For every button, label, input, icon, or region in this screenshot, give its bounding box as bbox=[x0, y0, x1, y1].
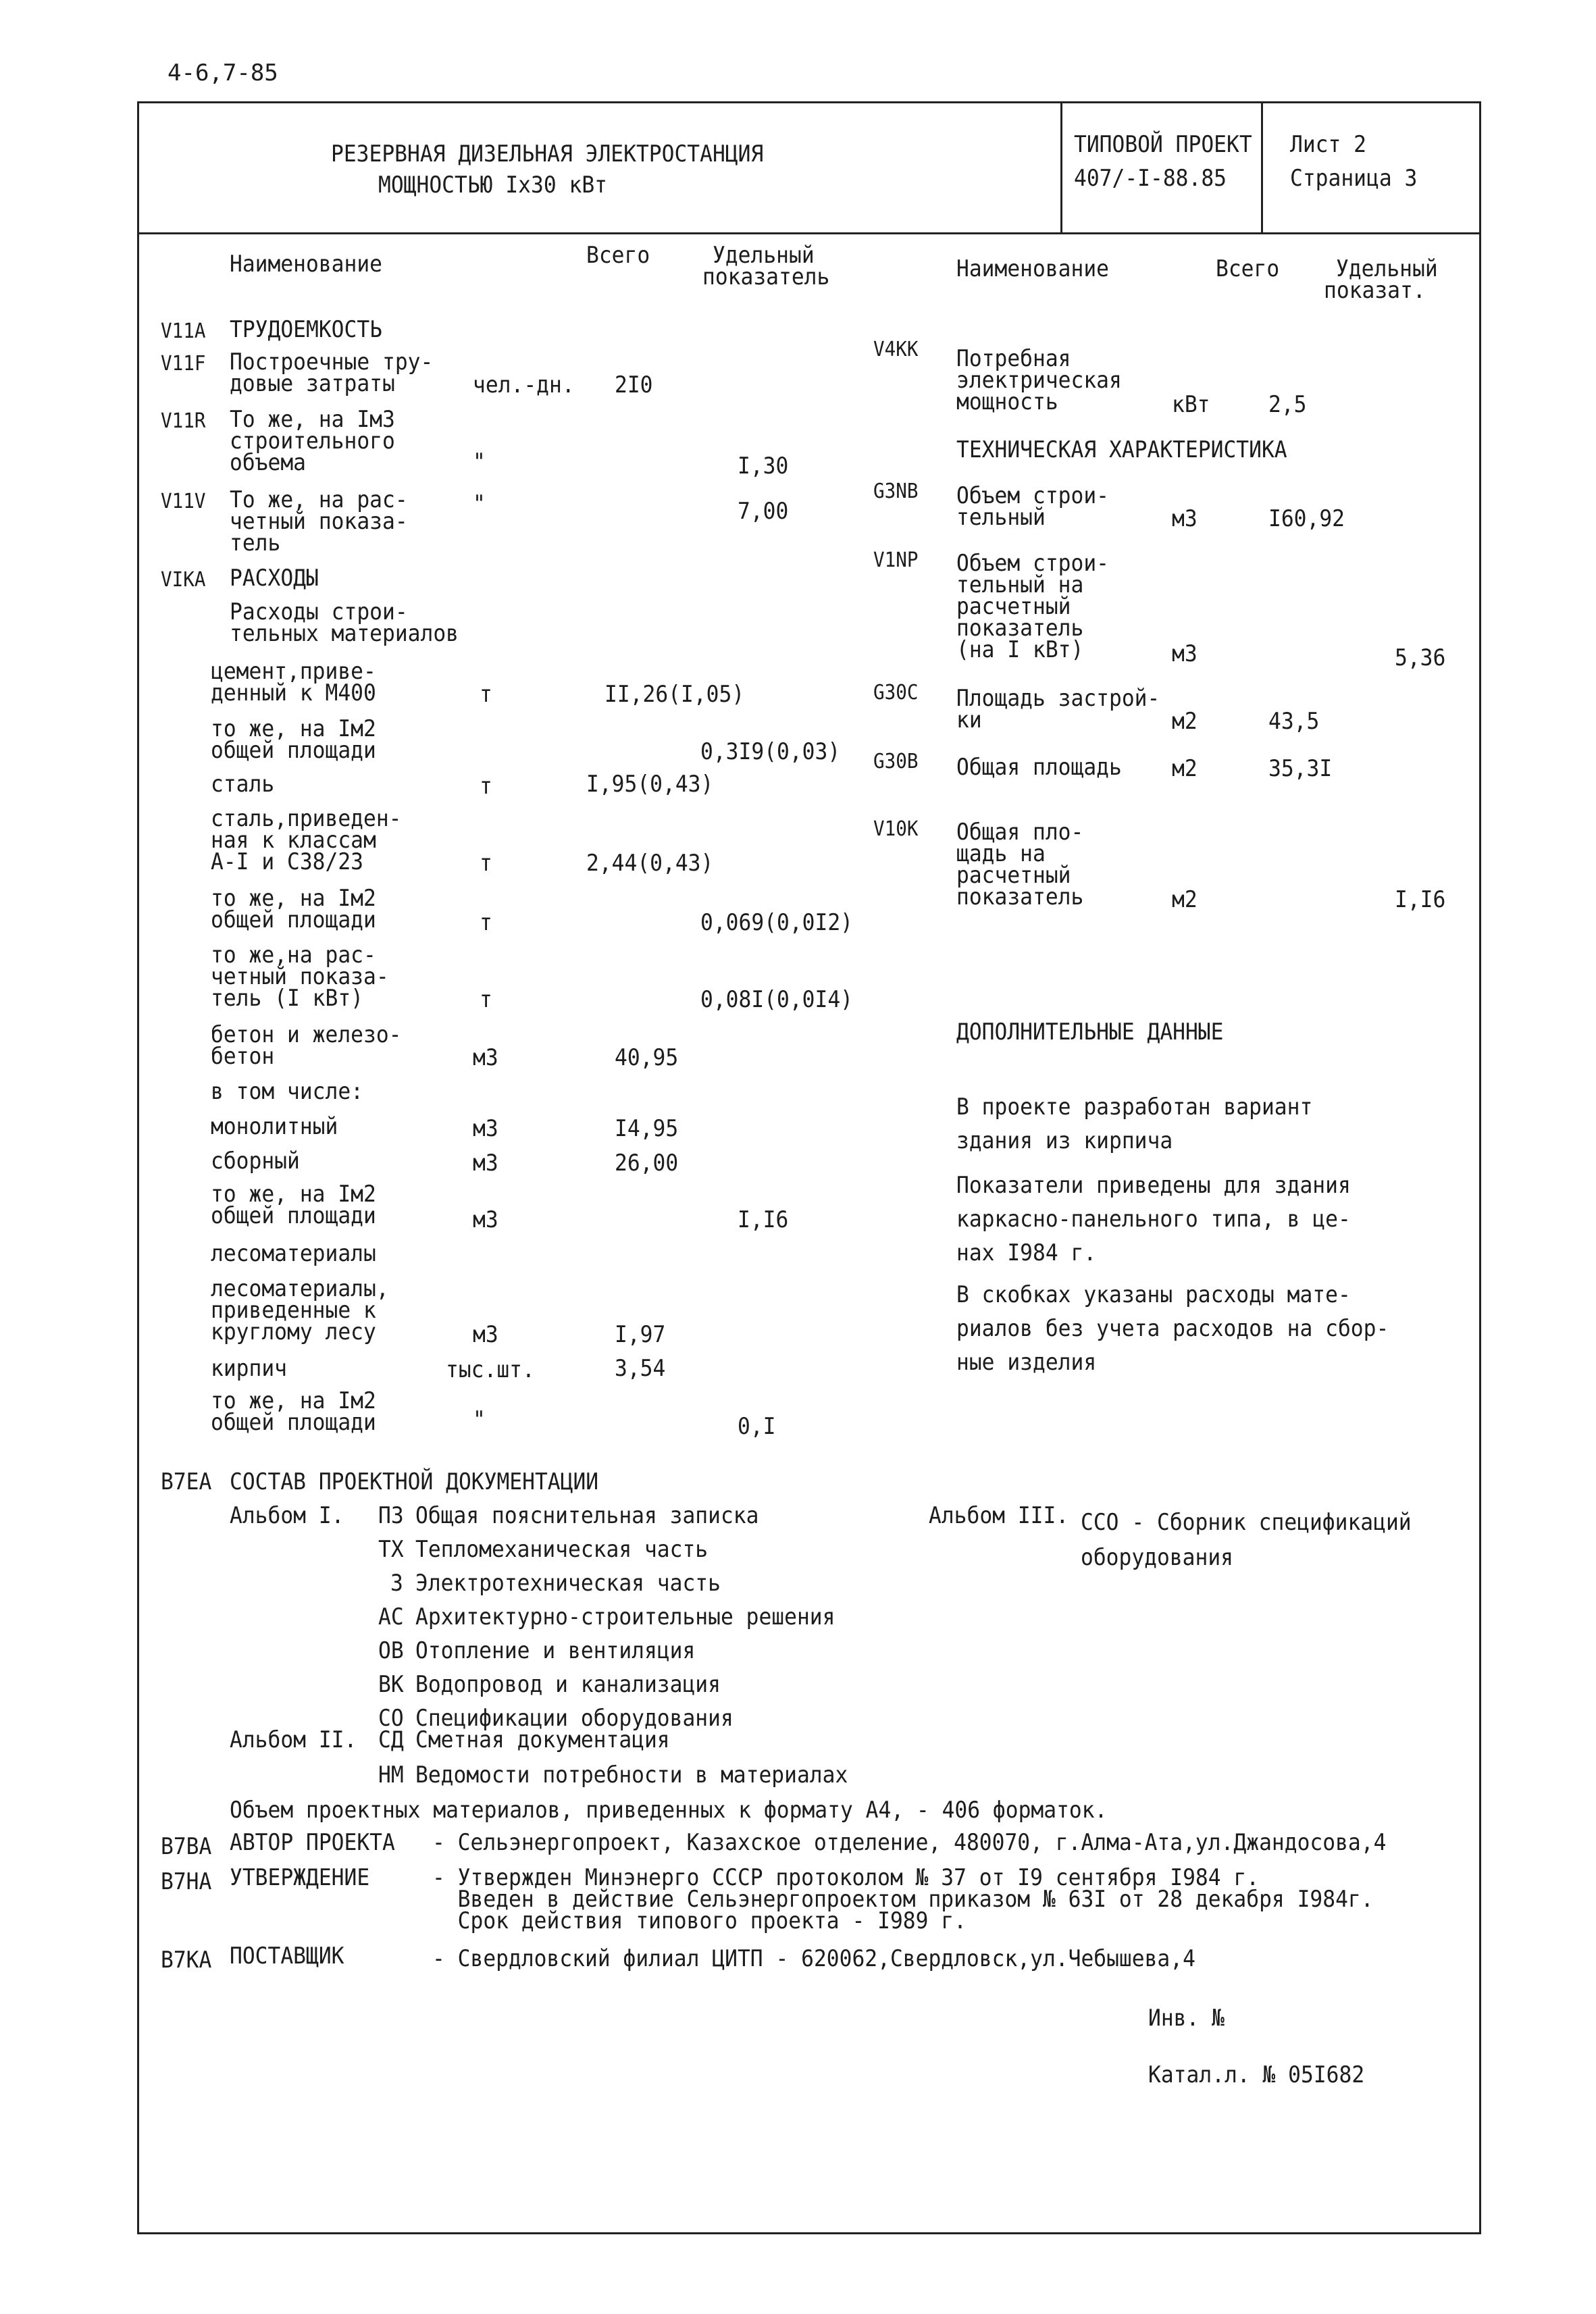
approval-code: B7HA bbox=[161, 1868, 212, 1895]
row-code: V1NP bbox=[873, 548, 919, 572]
doc-item-mark: НМ bbox=[378, 1762, 404, 1789]
row-unit: т bbox=[480, 986, 492, 1013]
documentation-volume: Объем проектных материалов, приведенных к формату А4, - 406 форматок. bbox=[230, 1797, 1108, 1824]
doc-item-desc: Отопление и вентиляция bbox=[415, 1637, 696, 1664]
doc-section-title: СОСТАВ ПРОЕКТНОЙ ДОКУМЕНТАЦИИ bbox=[230, 1468, 599, 1495]
row-name: то же, на Iм2 общей площади bbox=[211, 1181, 376, 1229]
left-col-total-header: Всего bbox=[586, 242, 650, 269]
row-unit: м2 bbox=[1172, 708, 1198, 735]
row-specific: 0,I bbox=[738, 1413, 776, 1440]
row-unit: м3 bbox=[1172, 505, 1198, 532]
left-col-name-header: Наименование bbox=[230, 251, 382, 278]
doc-item-mark: СД bbox=[378, 1726, 404, 1753]
right-col-total-header: Всего bbox=[1216, 255, 1280, 282]
row-name: бетон и железо- бетон bbox=[211, 1021, 402, 1070]
row-specific: 0,069(0,0I2) bbox=[700, 909, 853, 936]
row-code: G30B bbox=[873, 750, 919, 773]
row-unit: м2 bbox=[1172, 886, 1198, 913]
doc-item-mark: ОВ bbox=[378, 1637, 404, 1664]
row-unit: т bbox=[480, 850, 492, 877]
additional-paragraph-3: В скобках указаны расходы мате- риалов без учета расходов на сбор- ные изделия bbox=[956, 1281, 1389, 1376]
row-code: G3NB bbox=[873, 480, 919, 503]
section-heading: ТЕХНИЧЕСКАЯ ХАРАКТЕРИСТИКА bbox=[956, 436, 1287, 463]
supplier-text: - Свердловский филиал ЦИТП - 620062,Свердловск,ул.Чебышева,4 bbox=[432, 1945, 1195, 1972]
left-col-specific-header-2: показатель bbox=[702, 263, 830, 290]
row-specific: 0,08I(0,0I4) bbox=[700, 986, 853, 1013]
row-total: 35,3I bbox=[1268, 755, 1333, 782]
section-heading: РАСХОДЫ bbox=[230, 565, 319, 592]
row-name: Общая площадь bbox=[956, 754, 1122, 781]
supplier-code: B7KA bbox=[161, 1947, 212, 1974]
row-code: V11V bbox=[161, 490, 206, 513]
row-unit: чел.-дн. bbox=[473, 371, 575, 398]
doc-item-mark: СО bbox=[378, 1705, 404, 1732]
doc-item-desc: Водопровод и канализация bbox=[415, 1671, 721, 1698]
row-specific: I,I6 bbox=[738, 1206, 789, 1233]
row-unit: м3 bbox=[473, 1206, 498, 1233]
row-total: 2I0 bbox=[615, 371, 653, 398]
doc-item-desc: Ведомости потребности в материалах bbox=[415, 1762, 848, 1789]
author-text: - Сельэнергопроект, Казахское отделение, 480070, г.Алма-Ата,ул.Джандосова,4 bbox=[432, 1829, 1387, 1856]
row-unit: м3 bbox=[1172, 640, 1198, 667]
row-name: то же, на Iм2 общей площади bbox=[211, 715, 376, 764]
row-specific: 5,36 bbox=[1395, 644, 1446, 671]
row-code: V11R bbox=[161, 409, 206, 433]
approval-label: УТВЕРЖДЕНИЕ bbox=[230, 1864, 370, 1891]
row-unit: м3 bbox=[473, 1115, 498, 1142]
row-specific: I,30 bbox=[738, 453, 789, 480]
row-name: То же, на Iм3 строительного объема bbox=[230, 406, 395, 476]
row-unit: кВт bbox=[1172, 391, 1210, 418]
doc-item-mark: З bbox=[390, 1570, 403, 1597]
row-unit: " bbox=[473, 1406, 486, 1433]
doc-item-desc: Электротехническая часть bbox=[415, 1570, 721, 1597]
album-3-label: Альбом III. bbox=[929, 1502, 1069, 1529]
row-name: Потребная электрическая мощность bbox=[956, 345, 1122, 415]
additional-paragraph-1: В проекте разработан вариант здания из кирпича bbox=[956, 1094, 1313, 1154]
row-unit: тыс.шт. bbox=[446, 1356, 535, 1383]
row-name: сборный bbox=[211, 1148, 300, 1175]
row-name: сталь bbox=[211, 771, 275, 798]
row-name: цемент,приве- денный к М400 bbox=[211, 658, 376, 706]
row-total: II,26(I,05) bbox=[604, 681, 745, 708]
row-name: Построечные тру- довые затраты bbox=[230, 349, 434, 397]
row-code: V4KK bbox=[873, 338, 919, 361]
row-name: Объем строи- тельный bbox=[956, 482, 1109, 531]
author-code: B7BA bbox=[161, 1833, 212, 1860]
page-number: Страница 3 bbox=[1290, 165, 1418, 192]
doc-item-desc: Спецификации оборудования bbox=[415, 1705, 733, 1732]
row-unit: " bbox=[473, 448, 486, 475]
row-code: V10K bbox=[873, 817, 919, 841]
sheet-number: Лист 2 bbox=[1290, 131, 1367, 158]
row-total: 3,54 bbox=[615, 1355, 666, 1382]
row-name: Площадь застрой- ки bbox=[956, 685, 1160, 734]
row-specific: I,I6 bbox=[1395, 886, 1446, 913]
row-code: V11F bbox=[161, 352, 206, 376]
header-divider bbox=[137, 232, 1481, 234]
row-name: то же, на Iм2 общей площади bbox=[211, 885, 376, 933]
row-total: I,97 bbox=[615, 1321, 666, 1348]
catalog-number: Катал.л. № 05I682 bbox=[1148, 2061, 1365, 2088]
section-heading: ТРУДОЕМКОСТЬ bbox=[230, 316, 382, 343]
author-label: АВТОР ПРОЕКТА bbox=[230, 1829, 395, 1856]
approval-text: - Утвержден Минэнерго СССР протоколом № 37 от I9 сентября I984 г. Введен в действие Сельэнергопроектом приказом № 63I от 28 декабря I984г. Срок действия типового проекта - I989 г. bbox=[432, 1864, 1374, 1934]
row-unit: м2 bbox=[1172, 755, 1198, 782]
right-col-specific-header-1: Удельный bbox=[1336, 255, 1438, 282]
row-unit: " bbox=[473, 490, 486, 517]
header-separator-2 bbox=[1261, 101, 1263, 234]
row-total: I4,95 bbox=[615, 1115, 679, 1142]
left-col-specific-header-1: Удельный bbox=[713, 242, 815, 269]
row-name: монолитный bbox=[211, 1113, 338, 1140]
doc-item-desc: Общая пояснительная записка bbox=[415, 1502, 759, 1529]
row-code: VIKA bbox=[161, 568, 206, 592]
document-code: 4-6,7-85 bbox=[168, 59, 278, 86]
row-name: то же, на Iм2 общей площади bbox=[211, 1387, 376, 1436]
row-total: 2,5 bbox=[1268, 391, 1307, 418]
doc-item-desc: Архитектурно-строительные решения bbox=[415, 1603, 835, 1630]
doc-section-code: B7EA bbox=[161, 1468, 212, 1495]
project-number: 407/-I-88.85 bbox=[1074, 165, 1227, 192]
album-2-label: Альбом II. bbox=[230, 1726, 357, 1753]
additional-data-title: ДОПОЛНИТЕЛЬНЫЕ ДАННЫЕ bbox=[956, 1019, 1224, 1046]
row-total: 40,95 bbox=[615, 1044, 679, 1071]
doc-item-desc: Тепломеханическая часть bbox=[415, 1536, 709, 1563]
row-total: I,95(0,43) bbox=[586, 771, 714, 798]
project-label: ТИПОВОЙ ПРОЕКТ bbox=[1074, 131, 1252, 158]
row-unit: т bbox=[480, 909, 492, 936]
right-col-specific-header-2: показат. bbox=[1324, 277, 1426, 304]
row-unit: м3 bbox=[473, 1321, 498, 1348]
row-name: кирпич bbox=[211, 1355, 288, 1382]
row-name: в том числе: bbox=[211, 1078, 363, 1105]
row-name: То же, на рас- четный показа- тель bbox=[230, 486, 408, 557]
title-line-2: МОЩНОСТЬЮ Iх30 кВт bbox=[378, 172, 607, 199]
album-1-label: Альбом I. bbox=[230, 1502, 344, 1529]
row-unit: т bbox=[480, 681, 492, 708]
additional-paragraph-2: Показатели приведены для здания каркасно-панельного типа, в це- нах I984 г. bbox=[956, 1172, 1351, 1266]
row-code: V11A bbox=[161, 319, 206, 343]
row-name: сталь,приведен- ная к классам А-I и С38/23 bbox=[211, 805, 402, 875]
header-separator-1 bbox=[1060, 101, 1062, 234]
row-total: I60,92 bbox=[1268, 505, 1345, 532]
row-unit: м3 bbox=[473, 1150, 498, 1177]
row-name: Расходы строи- тельных материалов bbox=[230, 598, 459, 647]
row-name: Объем строи- тельный на расчетный показатель (на I кВт) bbox=[956, 550, 1109, 663]
doc-item-mark: АС bbox=[378, 1603, 404, 1630]
doc-item-mark: ВК bbox=[378, 1671, 404, 1698]
row-name: лесоматериалы, приведенные к круглому лесу bbox=[211, 1275, 389, 1345]
row-unit: т bbox=[480, 773, 492, 800]
doc-item-desc: Сметная документация bbox=[415, 1726, 670, 1753]
row-specific: 7,00 bbox=[738, 498, 789, 525]
right-col-name-header: Наименование bbox=[956, 255, 1109, 282]
album-3-text: ССО - Сборник спецификаций оборудования bbox=[1081, 1509, 1412, 1571]
doc-item-mark: ПЗ bbox=[378, 1502, 404, 1529]
row-total: 26,00 bbox=[615, 1150, 679, 1177]
doc-item-mark: ТХ bbox=[378, 1536, 404, 1563]
row-unit: м3 bbox=[473, 1044, 498, 1071]
title-line-1: РЕЗЕРВНАЯ ДИЗЕЛЬНАЯ ЭЛЕКТРОСТАНЦИЯ bbox=[331, 140, 764, 168]
row-name: Общая пло- щадь на расчетный показатель bbox=[956, 819, 1084, 910]
row-total: 43,5 bbox=[1268, 708, 1320, 735]
row-code: G30C bbox=[873, 681, 919, 704]
row-name: лесоматериалы bbox=[211, 1240, 376, 1267]
supplier-label: ПОСТАВЩИК bbox=[230, 1943, 344, 1970]
inventory-number: Инв. № bbox=[1148, 2005, 1225, 2032]
row-name: то же,на рас- четный показа- тель (I кВт) bbox=[211, 942, 389, 1012]
row-specific: 0,3I9(0,03) bbox=[700, 738, 841, 765]
row-total: 2,44(0,43) bbox=[586, 850, 714, 877]
